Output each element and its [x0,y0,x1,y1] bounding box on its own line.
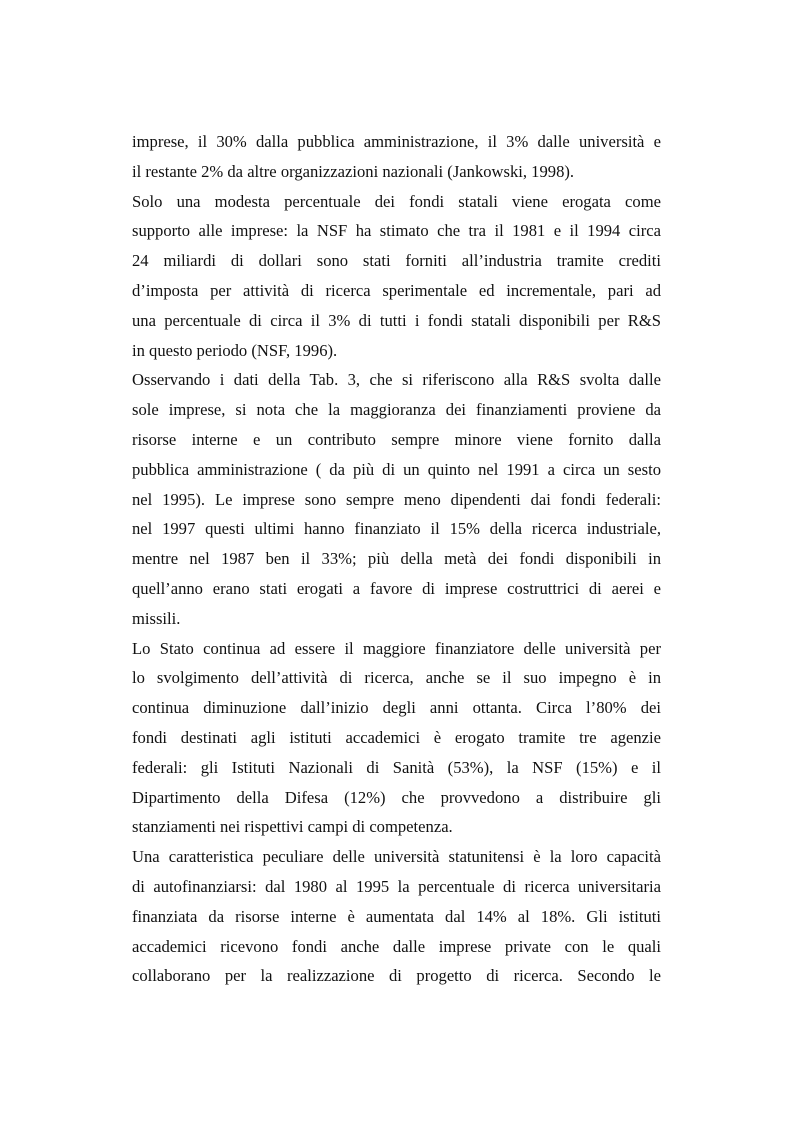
text-line: imprese, il 30% dalla pubblica amministrazione, il 3% dalle università e [132,132,661,151]
text-line: d’imposta per attività di ricerca sperimentale ed incrementale, pari ad [132,280,661,300]
text-line: quell’anno erano stati erogati a favore di imprese costruttrici di aerei e [132,578,661,598]
text-line: supporto alle imprese: la NSF ha stimato che tra il 1981 e il 1994 circa [132,221,661,241]
text-line: una percentuale di circa il 3% di tutti i fondi statali disponibili per R&S [132,310,661,330]
text-line: stanziamenti nei rispettivi campi di competenza. [132,817,453,837]
text-line: risorse interne e un contributo sempre minore viene fornito dalla [132,429,661,449]
paragraph [132,127,661,187]
text-line: federali: gli Istituti Nazionali di Sanità (53%), la NSF (15%) e il [132,757,661,777]
text-line: pubblica amministrazione ( da più di un quinto nel 1991 a circa un sesto [132,459,661,479]
text-line: Dipartimento della Difesa (12%) che provvedono a distribuire gli [132,787,661,807]
paragraph [132,187,661,366]
paragraph [132,842,661,991]
text-line: accademici ricevono fondi anche dalle imprese private con le quali [132,936,661,956]
text-line: fondi destinati agli istituti accademici è erogato tramite tre agenzie [132,727,661,747]
text-line: sole imprese, si nota che la maggioranza dei finanziamenti proviene da [132,400,661,420]
body-text [132,127,661,991]
paragraph [132,365,661,633]
text-line: nel 1995). Le imprese sono sempre meno dipendenti dai fondi federali: [132,489,661,509]
text-line: mentre nel 1987 ben il 33%; più della metà dei fondi disponibili in [132,549,661,569]
paragraph [132,634,661,843]
text-line: nel 1997 questi ultimi hanno finanziato il 15% della ricerca industriale, [132,519,661,539]
text-line: continua diminuzione dall’inizio degli anni ottanta. Circa l’80% dei [132,698,661,718]
text-line: Osservando i dati della Tab. 3, che si riferiscono alla R&S svolta dalle [132,370,661,390]
text-line: Una caratteristica peculiare delle università statunitensi è la loro capacità [132,847,661,867]
text-line: Lo Stato continua ad essere il maggiore finanziatore delle università per [132,638,661,658]
text-line: Solo una modesta percentuale dei fondi statali viene erogata come [132,191,661,211]
text-line: collaborano per la realizzazione di progetto di ricerca. Secondo le [132,966,661,986]
text-line: finanziata da risorse interne è aumentata dal 14% al 18%. Gli istituti [132,906,661,926]
text-line: missili. [132,608,181,628]
text-line: lo svolgimento dell’attività di ricerca, anche se il suo impegno è in [132,668,661,688]
text-line: il restante 2% da altre organizzazioni nazionali (Jankowski, 1998). [132,161,575,181]
text-line: di autofinanziarsi: dal 1980 al 1995 la percentuale di ricerca universitaria [132,876,661,896]
text-line: 24 miliardi di dollari sono stati forniti all’industria tramite crediti [132,251,661,271]
text-line: in questo periodo (NSF, 1996). [132,340,338,360]
